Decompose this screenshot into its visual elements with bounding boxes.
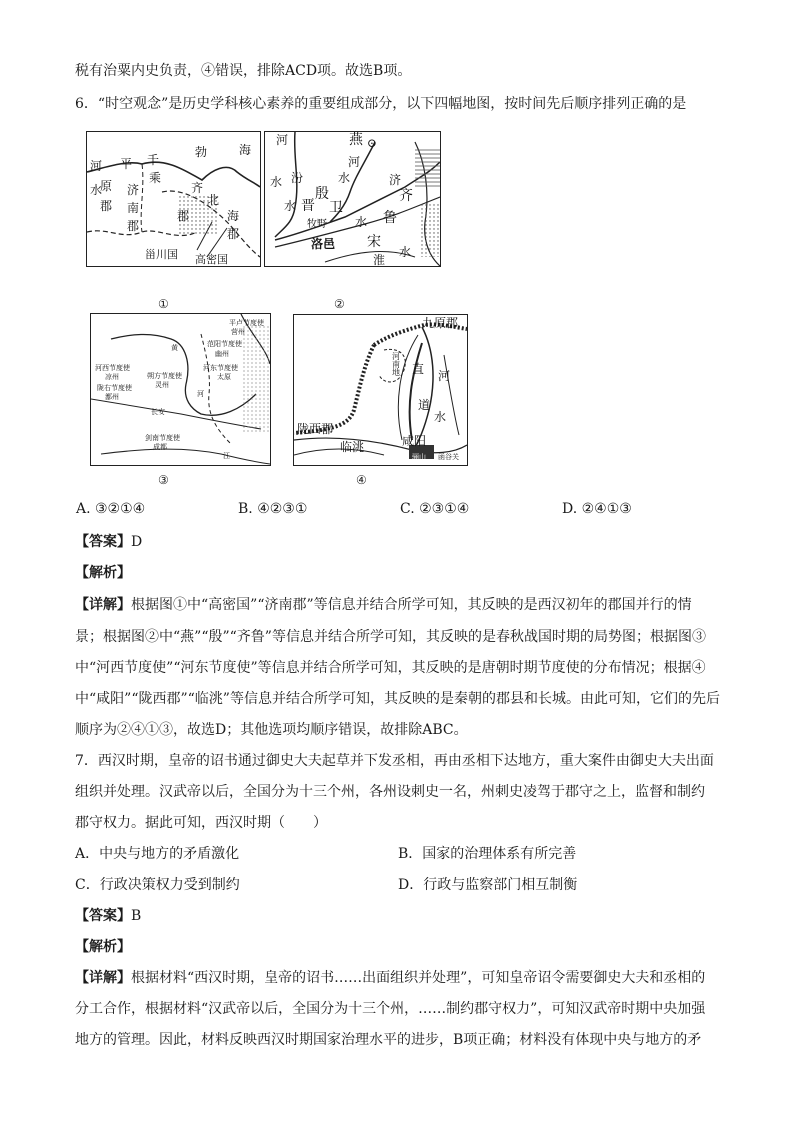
m2-label-he: 河 <box>276 133 289 147</box>
m2-label-muye: 牧野 <box>307 219 327 230</box>
q6-option-d: D. ②④①③ <box>562 501 632 517</box>
q7-stem-line-3: 郡守权力。据此可知，西汉时期（ ） <box>75 815 327 831</box>
map-2-caption: ② <box>334 297 345 311</box>
m4-label-zhi: 直 <box>412 362 425 376</box>
m1-label-bo: 勃 <box>195 145 208 159</box>
m2-label-luoyi: 洛邑 <box>311 237 336 251</box>
m2-label-ji: 济 <box>389 173 402 187</box>
map-3-caption: ③ <box>158 473 169 487</box>
m2-label-jin: 晋 <box>301 198 315 214</box>
m1-label-ping: 平 <box>120 157 133 171</box>
m1-label-he: 河 <box>90 159 103 173</box>
m1-label-ji: 济 <box>127 183 140 197</box>
q6-answer <box>75 532 142 552</box>
continued-text: 税有治粟内史负责，④错误，排除ACD项。故选B项。 <box>75 63 412 79</box>
m3-label-yingzhou: 营州 <box>231 328 245 336</box>
m3-label-longyou: 陇右节度使 <box>97 384 132 392</box>
m4-label-shui: 水 <box>434 410 447 424</box>
m3-label-shuofang: 朔方节度使 <box>147 372 182 380</box>
q6-detail-line-1 <box>75 595 692 615</box>
q7-analysis-tag: 【解析】 <box>75 939 131 955</box>
m1-label-yuan: 原 <box>100 179 113 193</box>
q6-option-a: A. ③②①④ <box>76 501 146 517</box>
m3-label-shanzhou: 鄯州 <box>105 393 119 401</box>
m4-label-lishan: 骊山 <box>412 453 426 461</box>
q7-option-b: B．国家的治理体系有所完善 <box>398 846 577 862</box>
m2-label-fen: 汾 <box>291 171 304 185</box>
map-1-western-han <box>86 131 261 267</box>
m4-label-xianyang: 咸阳 <box>402 434 427 448</box>
m2-label-shui-ji: 水 <box>338 171 351 185</box>
m1-label-jun2: 郡 <box>127 219 140 233</box>
q7-stem-line-2: 组织并处理。汉武帝以后，全国分为十三个州，各州设刺史一名，州刺史凌驾于郡守之上，监督和制约 <box>75 784 705 800</box>
m3-label-liangzhou: 凉州 <box>105 373 119 381</box>
m3-label-changan: 长安 <box>151 408 165 416</box>
q6-detail-line-3: 中“河西节度使”“河东节度使”等信息并结合所学可知，其反映的是唐朝时期节度使的分布情况；根据④ <box>75 660 706 676</box>
m4-label-hangu: 函谷关 <box>438 453 459 461</box>
m1-label-jun3: 郡 <box>177 209 190 223</box>
detail-text: 根据图①中“高密国”“济南郡”等信息并结合所学可知，其反映的是西汉初年的郡国并行的情 <box>131 597 692 613</box>
m3-label-youzhou: 幽州 <box>215 350 229 358</box>
m3-label-he: 河 <box>197 390 204 398</box>
m2-label-yan: 燕 <box>349 132 363 148</box>
map-2-zhou <box>264 131 441 267</box>
m2-label-huai: 淮 <box>373 253 386 267</box>
m3-label-lingzhou: 灵州 <box>155 381 169 389</box>
m3-label-hexi: 河西节度使 <box>95 364 130 372</box>
map-4-qin <box>293 314 468 466</box>
q6-detail-line-5: 顺序为②④①③，故选D；其他选项均顺序错误，故排除ABC。 <box>75 722 468 738</box>
m3-label-hedong: 河东节度使 <box>203 364 238 372</box>
answer-tag: 【答案】 <box>75 908 131 924</box>
question-6-stem: 6．“时空观念”是历史学科核心素养的重要组成部分，以下四幅地图，按时间先后顺序排列正确的是 <box>75 96 687 112</box>
m2-label-he2: 河 <box>348 155 361 169</box>
m3-label-fanyang: 范阳节度使 <box>207 340 242 348</box>
m3-label-pinglu: 平卢节度使 <box>229 319 264 327</box>
m2-label-shui1: 水 <box>270 175 283 189</box>
m1-label-hai: 海 <box>239 143 252 157</box>
m1-label-nan: 南 <box>127 201 140 215</box>
answer-value: B <box>131 908 142 924</box>
map-3-tang <box>90 313 271 466</box>
m3-label-jiang: 江 <box>223 452 230 460</box>
m1-label-hai2: 海 <box>227 209 240 223</box>
m1-label-qian: 千 <box>147 153 160 167</box>
m2-label-song: 宋 <box>367 234 381 250</box>
q6-detail-line-2: 景；根据图②中“燕”“殷”“齐鲁”等信息并结合所学可知，其反映的是春秋战国时期的局势图；根据图③ <box>75 629 706 645</box>
m1-label-qi: 齐 <box>191 181 204 195</box>
m3-label-jiannan: 剑南节度使 <box>145 434 180 442</box>
answer-value: D <box>131 534 143 550</box>
m1-label-jun4: 郡 <box>227 227 240 241</box>
q7-option-a: A．中央与地方的矛盾激化 <box>75 846 240 862</box>
m1-label-bei: 北 <box>207 193 220 207</box>
m2-label-shui3: 水 <box>355 215 368 229</box>
q7-detail-line-3: 地方的管理。因此，材料反映西汉时期国家治理水平的进步，B项正确；材料没有体现中央与地方的矛 <box>75 1032 702 1048</box>
q6-detail-line-4: 中“咸阳”“陇西郡”“临洮”等信息并结合所学可知，其反映的是秦朝的郡县和长城。由此可知，它们的先后 <box>75 691 720 707</box>
m1-label-cheng: 乘 <box>149 171 162 185</box>
m3-label-huang: 黄 <box>171 344 178 352</box>
m3-label-taiyuan: 太原 <box>217 373 231 381</box>
detail-tag: 【详解】 <box>75 597 131 613</box>
m2-label-shui4: 水 <box>399 245 412 259</box>
q7-stem-line-1: 7．西汉时期，皇帝的诏书通过御史大夫起草并下发丞相，再由丞相下达地方，重大案件由御史大夫出面 <box>75 753 714 769</box>
m4-label-dao: 道 <box>418 398 431 412</box>
map-1-caption: ① <box>158 297 169 311</box>
q7-option-c: C．行政决策权力受到制约 <box>75 877 240 893</box>
m1-label-gaomi: 高密国 <box>195 253 228 266</box>
answer-tag: 【答案】 <box>75 534 131 550</box>
m1-label-zichuan: 甾川国 <box>145 248 178 261</box>
m2-label-yin: 殷 <box>315 186 329 202</box>
m3-label-chengdu: 成都 <box>153 443 167 451</box>
detail-text: 根据材料“西汉时期，皇帝的诏书……出面组织并处理”，可知皇帝诏令需要御史大夫和丞相的 <box>131 970 706 986</box>
m1-label-shui: 水 <box>90 183 103 197</box>
m4-label-longxi: 陇西郡 <box>297 422 334 436</box>
q6-option-b: B. ④②③① <box>238 501 308 517</box>
q7-detail-line-2: 分工合作，根据材料“汉武帝以后，全国分为十三个州，……制约郡守权力”，可知汉武帝时期中央加强 <box>75 1001 706 1017</box>
m2-label-wei: 卫 <box>329 200 343 216</box>
q6-option-c: C. ②③①④ <box>400 501 470 517</box>
m4-label-henan: 河南地 <box>392 352 400 377</box>
m1-label-jun1: 郡 <box>100 199 113 213</box>
q6-analysis-tag: 【解析】 <box>75 565 131 581</box>
m4-label-he: 河 <box>438 369 451 383</box>
m4-label-lintao: 临洮 <box>340 440 365 454</box>
q7-detail-line-1 <box>75 968 705 988</box>
m4-label-jiuyuan: 九原郡 <box>422 316 459 330</box>
detail-tag: 【详解】 <box>75 970 131 986</box>
q7-option-d: D．行政与监察部门相互制衡 <box>398 877 578 893</box>
m2-label-lu: 鲁 <box>383 210 397 226</box>
map-1-lines <box>87 132 260 266</box>
m2-label-shui-fen: 水 <box>284 199 297 213</box>
map-4-lines <box>294 315 467 465</box>
m2-label-qi: 齐 <box>399 188 413 204</box>
map-4-caption: ④ <box>356 473 367 487</box>
m2-label-yan-dot: ⊙ <box>367 136 378 150</box>
q7-answer <box>75 906 141 926</box>
